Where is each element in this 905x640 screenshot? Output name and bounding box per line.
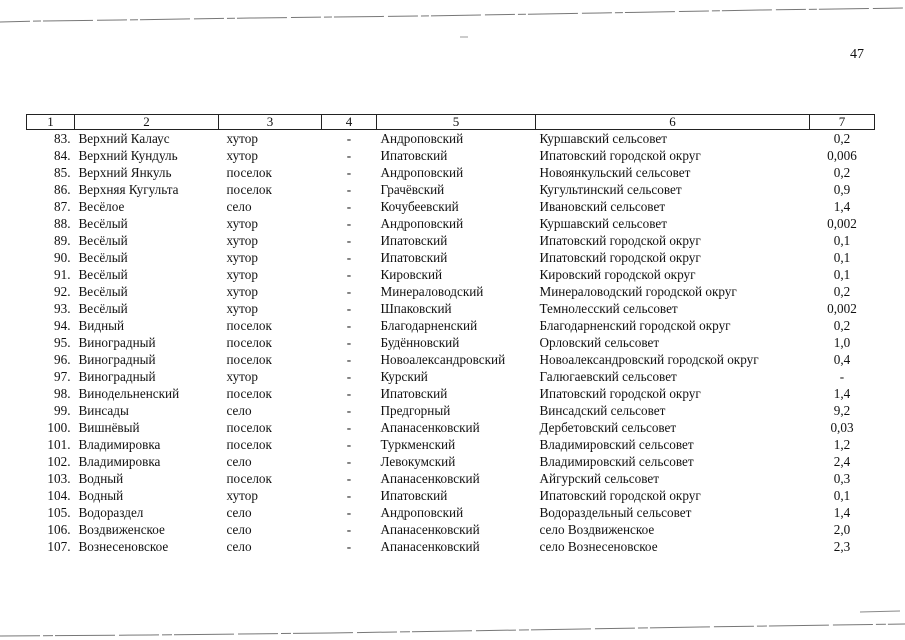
table-row: [27, 249, 875, 266]
municipality-name: Новоалександровский городской округ: [539, 352, 759, 367]
page-number: 47: [850, 47, 864, 62]
table-row: [27, 266, 875, 283]
settlement-name: Весёлый: [78, 301, 128, 316]
settlement-type: село: [226, 454, 252, 469]
column-4-value: -: [346, 301, 352, 316]
table-row: [27, 232, 875, 249]
row-number: 88.: [54, 216, 71, 231]
municipality-name: Ипатовский городской округ: [539, 386, 701, 401]
settlement-type: хутор: [226, 148, 258, 163]
settlement-name: Вишнёвый: [78, 420, 140, 435]
value-cell: 0,1: [833, 250, 851, 265]
municipality-name: Новоянкульский сельсовет: [539, 165, 691, 180]
settlement-type: хутор: [226, 216, 258, 231]
scan-edge-top: [0, 0, 905, 40]
column-4-value: -: [346, 284, 352, 299]
municipality-name: Ипатовский городской округ: [539, 250, 701, 265]
settlement-type: хутор: [226, 233, 258, 248]
settlement-name: Весёлый: [78, 233, 128, 248]
settlement-type: хутор: [226, 284, 258, 299]
municipality-name: Кировский городской округ: [539, 267, 696, 282]
settlement-type: хутор: [226, 488, 258, 503]
value-cell: 0,2: [833, 131, 851, 146]
settlement-name: Винодельненский: [78, 386, 180, 401]
municipality-name: Благодарненский городской округ: [539, 318, 731, 333]
municipality-name: село Воздвиженское: [539, 522, 655, 537]
value-cell: 0,2: [833, 284, 851, 299]
settlement-name: Виноградный: [78, 352, 156, 367]
column-header: 4: [322, 115, 377, 130]
value-cell: 0,9: [833, 182, 851, 197]
column-4-value: -: [346, 505, 352, 520]
table-row: [27, 300, 875, 317]
settlement-name: Верхний Калаус: [78, 131, 170, 146]
district-name: Грачёвский: [380, 182, 445, 197]
settlement-name: Видный: [78, 318, 125, 333]
column-4-value: -: [346, 199, 352, 214]
settlement-name: Водораздел: [78, 505, 144, 520]
row-number: 83.: [54, 131, 71, 146]
column-4-value: -: [346, 352, 352, 367]
settlement-type: село: [226, 539, 252, 554]
settlement-name: Водный: [78, 471, 124, 486]
district-name: Апанасенковский: [380, 420, 480, 435]
column-4-value: -: [346, 488, 352, 503]
column-4-value: -: [346, 420, 352, 435]
column-4-value: -: [346, 539, 352, 554]
settlement-name: Водный: [78, 488, 124, 503]
district-name: Кочубеевский: [380, 199, 459, 214]
settlement-type: поселок: [226, 420, 272, 435]
value-cell: 0,2: [833, 165, 851, 180]
district-name: Ипатовский: [380, 148, 448, 163]
column-4-value: -: [346, 250, 352, 265]
settlement-name: Вознесеновское: [78, 539, 169, 554]
settlement-name: Весёлый: [78, 216, 128, 231]
settlement-name: Весёлый: [78, 267, 128, 282]
settlement-name: Владимировка: [78, 454, 161, 469]
column-4-value: -: [346, 216, 352, 231]
settlement-name: Весёлый: [78, 250, 128, 265]
table-row: [27, 198, 875, 215]
row-number: 96.: [54, 352, 71, 367]
row-number: 107.: [47, 539, 71, 554]
settlement-type: хутор: [226, 267, 258, 282]
column-4-value: -: [346, 318, 352, 333]
column-header: 3: [219, 115, 322, 130]
row-number: 89.: [54, 233, 71, 248]
settlement-type: поселок: [226, 352, 272, 367]
settlement-type: село: [226, 403, 252, 418]
row-number: 103.: [47, 471, 71, 486]
value-cell: 1,4: [833, 505, 851, 520]
district-name: Апанасенковский: [380, 539, 480, 554]
table-header-row: [27, 115, 875, 130]
table-row: [27, 487, 875, 504]
column-header: 1: [27, 115, 75, 130]
settlement-name: Виноградный: [78, 335, 156, 350]
row-number: 99.: [54, 403, 71, 418]
district-name: Кировский: [380, 267, 443, 282]
column-4-value: -: [346, 369, 352, 384]
municipality-name: Ивановский сельсовет: [539, 199, 666, 214]
settlements-table-container: [26, 114, 875, 555]
value-cell: 1,0: [833, 335, 851, 350]
table-row: [27, 385, 875, 402]
settlement-type: поселок: [226, 182, 272, 197]
table-row: [27, 215, 875, 232]
district-name: Апанасенковский: [380, 471, 480, 486]
municipality-name: Владимировский сельсовет: [539, 454, 694, 469]
table-row: [27, 334, 875, 351]
settlement-name: Виноградный: [78, 369, 156, 384]
settlement-name: Верхний Кундуль: [78, 148, 178, 163]
district-name: Андроповский: [380, 216, 464, 231]
value-cell: 0,1: [833, 488, 851, 503]
table-row: [27, 164, 875, 181]
district-name: Ипатовский: [380, 250, 448, 265]
row-number: 104.: [47, 488, 71, 503]
table-row: [27, 419, 875, 436]
table-body: [27, 130, 875, 556]
municipality-name: Куршавский сельсовет: [539, 216, 667, 231]
table-row: [27, 402, 875, 419]
municipality-name: Водораздельный сельсовет: [539, 505, 692, 520]
table-row: [27, 351, 875, 368]
municipality-name: Минераловодский городской округ: [539, 284, 737, 299]
table-row: [27, 470, 875, 487]
value-cell: 2,0: [833, 522, 851, 537]
value-cell: -: [839, 369, 845, 384]
settlement-type: поселок: [226, 335, 272, 350]
municipality-name: Владимировский сельсовет: [539, 437, 694, 452]
column-4-value: -: [346, 131, 352, 146]
table-row: [27, 317, 875, 334]
value-cell: 0,1: [833, 267, 851, 282]
municipality-name: Дербетовский сельсовет: [539, 420, 677, 435]
settlement-name: Весёлый: [78, 284, 128, 299]
settlement-type: поселок: [226, 471, 272, 486]
row-number: 97.: [54, 369, 71, 384]
value-cell: 1,4: [833, 386, 851, 401]
row-number: 86.: [54, 182, 71, 197]
district-name: Андроповский: [380, 165, 464, 180]
column-header: 2: [75, 115, 219, 130]
column-4-value: -: [346, 233, 352, 248]
settlement-type: хутор: [226, 131, 258, 146]
column-4-value: -: [346, 335, 352, 350]
row-number: 105.: [47, 505, 71, 520]
value-cell: 0,03: [830, 420, 854, 435]
row-number: 94.: [54, 318, 71, 333]
value-cell: 1,4: [833, 199, 851, 214]
row-number: 84.: [54, 148, 71, 163]
settlement-type: поселок: [226, 165, 272, 180]
value-cell: 0,1: [833, 233, 851, 248]
row-number: 98.: [54, 386, 71, 401]
value-cell: 0,002: [827, 301, 857, 316]
table-row: [27, 283, 875, 300]
district-name: Андроповский: [380, 131, 464, 146]
table-row: [27, 436, 875, 453]
municipality-name: Ипатовский городской округ: [539, 148, 701, 163]
district-name: Предгорный: [380, 403, 451, 418]
table-row: [27, 147, 875, 164]
settlement-name: Винсады: [78, 403, 129, 418]
column-4-value: -: [346, 437, 352, 452]
table-row: [27, 453, 875, 470]
district-name: Ипатовский: [380, 386, 448, 401]
row-number: 90.: [54, 250, 71, 265]
value-cell: 0,3: [833, 471, 851, 486]
settlement-type: село: [226, 505, 252, 520]
settlement-type: хутор: [226, 250, 258, 265]
municipality-name: Айгурский сельсовет: [539, 471, 660, 486]
row-number: 101.: [47, 437, 71, 452]
settlement-name: Верхняя Кугульта: [78, 182, 179, 197]
table-row: [27, 521, 875, 538]
municipality-name: Ипатовский городской округ: [539, 233, 701, 248]
value-cell: 0,002: [827, 216, 857, 231]
value-cell: 0,4: [833, 352, 851, 367]
settlement-type: хутор: [226, 301, 258, 316]
municipality-name: Галюгаевский сельсовет: [539, 369, 677, 384]
column-4-value: -: [346, 386, 352, 401]
municipality-name: Винсадский сельсовет: [539, 403, 666, 418]
municipality-name: Кугультинский сельсовет: [539, 182, 682, 197]
row-number: 85.: [54, 165, 71, 180]
row-number: 87.: [54, 199, 71, 214]
table-row: [27, 504, 875, 521]
column-4-value: -: [346, 454, 352, 469]
settlement-name: Весёлое: [78, 199, 125, 214]
municipality-name: Орловский сельсовет: [539, 335, 660, 350]
district-name: Ипатовский: [380, 233, 448, 248]
value-cell: 9,2: [833, 403, 851, 418]
value-cell: 2,3: [833, 539, 851, 554]
district-name: Ипатовский: [380, 488, 448, 503]
municipality-name: Ипатовский городской округ: [539, 488, 701, 503]
district-name: Левокумский: [380, 454, 456, 469]
settlement-type: поселок: [226, 386, 272, 401]
settlement-type: поселок: [226, 437, 272, 452]
column-4-value: -: [346, 267, 352, 282]
column-4-value: -: [346, 148, 352, 163]
scan-edge-bottom: [0, 600, 905, 640]
column-4-value: -: [346, 182, 352, 197]
settlement-name: Воздвиженское: [78, 522, 165, 537]
row-number: 106.: [47, 522, 71, 537]
settlement-type: хутор: [226, 369, 258, 384]
row-number: 91.: [54, 267, 71, 282]
value-cell: 2,4: [833, 454, 851, 469]
municipality-name: село Вознесеновское: [539, 539, 658, 554]
municipality-name: Куршавский сельсовет: [539, 131, 667, 146]
column-4-value: -: [346, 522, 352, 537]
row-number: 92.: [54, 284, 71, 299]
row-number: 95.: [54, 335, 71, 350]
district-name: Минераловодский: [380, 284, 484, 299]
row-number: 93.: [54, 301, 71, 316]
column-4-value: -: [346, 165, 352, 180]
district-name: Новоалександровский: [380, 352, 506, 367]
district-name: Благодарненский: [380, 318, 478, 333]
settlement-type: село: [226, 199, 252, 214]
settlement-type: село: [226, 522, 252, 537]
table-row: [27, 181, 875, 198]
table-row: [27, 130, 875, 148]
district-name: Шпаковский: [380, 301, 452, 316]
district-name: Туркменский: [380, 437, 456, 452]
settlement-name: Верхний Янкуль: [78, 165, 172, 180]
column-header: 5: [377, 115, 536, 130]
row-number: 102.: [47, 454, 71, 469]
value-cell: 1,2: [833, 437, 851, 452]
column-4-value: -: [346, 403, 352, 418]
column-header: 6: [536, 115, 810, 130]
district-name: Апанасенковский: [380, 522, 480, 537]
settlements-table: [26, 114, 875, 555]
district-name: Будённовский: [380, 335, 460, 350]
row-number: 100.: [47, 420, 71, 435]
table-row: [27, 368, 875, 385]
settlement-type: поселок: [226, 318, 272, 333]
municipality-name: Темнолесский сельсовет: [539, 301, 678, 316]
district-name: Курский: [380, 369, 428, 384]
value-cell: 0,2: [833, 318, 851, 333]
value-cell: 0,006: [827, 148, 857, 163]
district-name: Андроповский: [380, 505, 464, 520]
table-row: [27, 538, 875, 555]
settlement-name: Владимировка: [78, 437, 161, 452]
column-header: 7: [810, 115, 875, 130]
column-4-value: -: [346, 471, 352, 486]
